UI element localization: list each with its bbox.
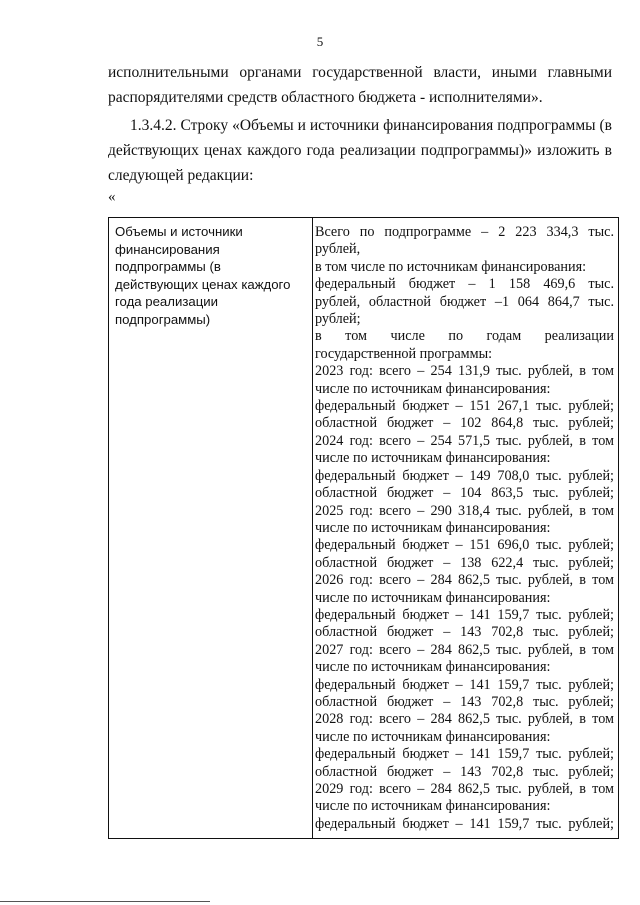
table-detail-line: 2024 год: всего – 254 571,5 тыс. рублей, в том (315, 432, 614, 449)
table-financing-details-cell (315, 224, 614, 833)
paragraph-line: следующей редакции: (108, 167, 254, 184)
table-detail-line: 2029 год: всего – 284 862,5 тыс. рублей, в том (315, 781, 614, 797)
table-detail-line: 2026 год: всего – 284 862,5 тыс. рублей, в том (315, 572, 614, 589)
table-detail-line: областной бюджет – 143 702,8 тыс. рублей; (315, 763, 614, 780)
table-detail-line: федеральный бюджет – 141 159,7 тыс. рублей; (315, 606, 614, 623)
table-detail-line: федеральный бюджет – 151 267,1 тыс. рублей; (315, 398, 614, 415)
table-detail-line: областной бюджет – 143 702,8 тыс. рублей; (315, 624, 614, 641)
table-detail-line: 2028 год: всего – 284 862,5 тыс. рублей, в том (315, 711, 614, 728)
table-detail-line: в том числе по годам реализации (315, 328, 614, 345)
table-detail-line: федеральный бюджет – 141 159,7 тыс. рублей; (315, 815, 614, 832)
table-detail-line: числе по источникам финансирования: (315, 589, 551, 606)
table-detail-line: рублей, (315, 241, 361, 258)
table-detail-line: 2023 год: всего – 254 131,9 тыс. рублей, в том (315, 363, 614, 380)
table-detail-line: числе по источникам финансирования: (315, 728, 551, 745)
paragraph-line: исполнительными органами государственной власти, иными главными (108, 64, 612, 81)
table-heading-line: подпрограммы (в (115, 259, 221, 274)
table-detail-line: федеральный бюджет – 1 158 469,6 тыс. (315, 276, 614, 293)
table-detail-line: 2027 год: всего – 284 862,5 тыс. рублей, в том (315, 641, 614, 658)
paragraph-amendment (108, 113, 612, 188)
table-detail-line: областной бюджет – 102 864,8 тыс. рублей; (315, 415, 614, 432)
table-detail-line: областной бюджет – 143 702,8 тыс. рублей; (315, 693, 614, 710)
paragraph-executors (108, 60, 612, 110)
table-heading-line: действующих ценах каждого (115, 276, 291, 292)
paragraph-line: 1.3.4.2. Строку «Объемы и источники финансирования подпрограммы (в (130, 117, 612, 134)
table-detail-line: рублей; (315, 311, 361, 328)
table-heading-line: Объемы и источники (115, 224, 243, 239)
opening-quote-mark: « (108, 189, 116, 205)
table-detail-line: числе по источникам финансирования: (315, 798, 551, 815)
table-detail-line: рублей, областной бюджет –1 064 864,7 тыс. (315, 293, 614, 310)
table-detail-line: государственной программы: (315, 345, 493, 362)
table-detail-line: числе по источникам финансирования: (315, 519, 551, 536)
page-number: 5 (316, 34, 324, 49)
paragraph-line: распорядителями средств областного бюджета - исполнителями». (108, 89, 543, 106)
table-detail-line: числе по источникам финансирования: (315, 659, 551, 676)
table-detail-line: числе по источникам финансирования: (315, 450, 551, 467)
table-detail-line: федеральный бюджет – 149 708,0 тыс. рублей; (315, 467, 614, 484)
table-detail-line: 2025 год: всего – 290 318,4 тыс. рублей, в том (315, 502, 614, 519)
table-detail-line: в том числе по источникам финансирования: (315, 258, 587, 275)
table-detail-line: Всего по подпрограмме – 2 223 334,3 тыс. (315, 224, 614, 240)
table-detail-line: федеральный бюджет – 151 696,0 тыс. рублей; (315, 537, 614, 554)
footer-rule (0, 901, 210, 902)
table-detail-line: федеральный бюджет – 141 159,7 тыс. рублей; (315, 746, 614, 763)
table-detail-line: числе по источникам финансирования: (315, 380, 551, 397)
table-detail-line: областной бюджет – 138 622,4 тыс. рублей; (315, 554, 614, 571)
table-row-heading-cell (115, 223, 309, 328)
financing-table (108, 217, 619, 839)
table-column-divider (312, 218, 313, 838)
table-heading-line: финансирования (115, 241, 220, 257)
table-heading-line: года реализации (115, 294, 218, 309)
table-detail-line: областной бюджет – 104 863,5 тыс. рублей; (315, 485, 614, 502)
paragraph-line: действующих ценах каждого года реализации подпрограммы)» изложить в (108, 142, 612, 159)
table-heading-line: подпрограммы) (115, 311, 211, 327)
table-detail-line: федеральный бюджет – 141 159,7 тыс. рублей; (315, 676, 614, 693)
